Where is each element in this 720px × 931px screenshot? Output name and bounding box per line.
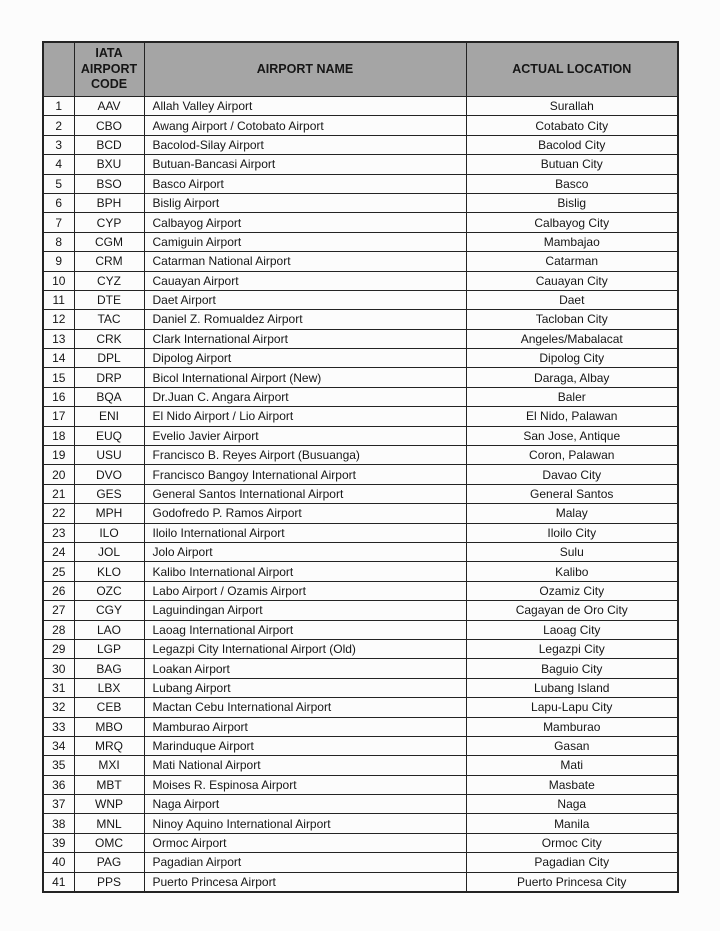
row-number-cell: 29 [43, 639, 74, 658]
row-number-cell: 39 [43, 833, 74, 852]
table-row [43, 290, 678, 309]
airport-name-cell: Dr.Juan C. Angara Airport [144, 387, 466, 406]
table-row [43, 368, 678, 387]
iata-code-cell: EUQ [74, 426, 144, 445]
row-number-cell: 3 [43, 135, 74, 154]
airport-name-cell: Clark International Airport [144, 329, 466, 348]
header-actual-location: ACTUAL LOCATION [466, 42, 678, 97]
location-cell: Manila [466, 814, 678, 833]
location-cell: Coron, Palawan [466, 446, 678, 465]
location-cell: Tacloban City [466, 310, 678, 329]
iata-code-cell: MRQ [74, 736, 144, 755]
table-row [43, 756, 678, 775]
table-row [43, 484, 678, 503]
airport-name-cell: Kalibo International Airport [144, 562, 466, 581]
table-row [43, 193, 678, 212]
iata-code-cell: CYZ [74, 271, 144, 290]
row-number-cell: 34 [43, 736, 74, 755]
table-row [43, 329, 678, 348]
table-row [43, 717, 678, 736]
location-cell: Kalibo [466, 562, 678, 581]
row-number-cell: 32 [43, 698, 74, 717]
table-row [43, 581, 678, 600]
row-number-cell: 4 [43, 155, 74, 174]
airport-name-cell: Bicol International Airport (New) [144, 368, 466, 387]
table-row [43, 97, 678, 116]
airport-name-cell: Mati National Airport [144, 756, 466, 775]
row-number-cell: 1 [43, 97, 74, 116]
location-cell: San Jose, Antique [466, 426, 678, 445]
airport-name-cell: Evelio Javier Airport [144, 426, 466, 445]
iata-code-cell: PPS [74, 872, 144, 891]
table-row [43, 271, 678, 290]
airport-name-cell: Legazpi City International Airport (Old) [144, 639, 466, 658]
table-row [43, 174, 678, 193]
table-row [43, 232, 678, 251]
airport-name-cell: El Nido Airport / Lio Airport [144, 407, 466, 426]
iata-code-cell: CRM [74, 252, 144, 271]
iata-code-cell: OZC [74, 581, 144, 600]
airport-name-cell: Dipolog Airport [144, 349, 466, 368]
iata-code-cell: GES [74, 484, 144, 503]
iata-code-cell: AAV [74, 97, 144, 116]
row-number-cell: 11 [43, 290, 74, 309]
row-number-cell: 12 [43, 310, 74, 329]
header-row [43, 42, 678, 97]
location-cell: Bislig [466, 193, 678, 212]
location-cell: Gasan [466, 736, 678, 755]
airport-name-cell: Basco Airport [144, 174, 466, 193]
table-row [43, 814, 678, 833]
table-row [43, 775, 678, 794]
table-row [43, 833, 678, 852]
row-number-cell: 10 [43, 271, 74, 290]
location-cell: Lapu-Lapu City [466, 698, 678, 717]
iata-code-cell: CGY [74, 601, 144, 620]
table-row [43, 542, 678, 561]
table-row [43, 853, 678, 872]
airport-table-body [43, 97, 678, 892]
row-number-cell: 41 [43, 872, 74, 891]
location-cell: Daet [466, 290, 678, 309]
iata-code-cell: KLO [74, 562, 144, 581]
table-row [43, 698, 678, 717]
airport-name-cell: Mactan Cebu International Airport [144, 698, 466, 717]
airport-name-cell: Ninoy Aquino International Airport [144, 814, 466, 833]
table-row [43, 426, 678, 445]
iata-code-cell: JOL [74, 542, 144, 561]
location-cell: Malay [466, 504, 678, 523]
iata-code-cell: MPH [74, 504, 144, 523]
airport-name-cell: Daniel Z. Romualdez Airport [144, 310, 466, 329]
table-row [43, 465, 678, 484]
iata-code-cell: MXI [74, 756, 144, 775]
airport-name-cell: Laguindingan Airport [144, 601, 466, 620]
location-cell: Dipolog City [466, 349, 678, 368]
airport-name-cell: Loakan Airport [144, 659, 466, 678]
row-number-cell: 35 [43, 756, 74, 775]
location-cell: Bacolod City [466, 135, 678, 154]
iata-code-cell: WNP [74, 795, 144, 814]
row-number-cell: 9 [43, 252, 74, 271]
iata-code-cell: MBT [74, 775, 144, 794]
row-number-cell: 26 [43, 581, 74, 600]
table-row [43, 349, 678, 368]
airport-name-cell: Bislig Airport [144, 193, 466, 212]
iata-code-cell: LGP [74, 639, 144, 658]
table-row [43, 639, 678, 658]
airport-name-cell: Butuan-Bancasi Airport [144, 155, 466, 174]
airport-name-cell: Awang Airport / Cotobato Airport [144, 116, 466, 135]
iata-code-cell: ENI [74, 407, 144, 426]
airport-name-cell: Laoag International Airport [144, 620, 466, 639]
row-number-cell: 18 [43, 426, 74, 445]
row-number-cell: 16 [43, 387, 74, 406]
row-number-cell: 27 [43, 601, 74, 620]
airport-name-cell: Iloilo International Airport [144, 523, 466, 542]
location-cell: General Santos [466, 484, 678, 503]
row-number-cell: 13 [43, 329, 74, 348]
location-cell: Puerto Princesa City [466, 872, 678, 891]
location-cell: Davao City [466, 465, 678, 484]
location-cell: Mati [466, 756, 678, 775]
airport-name-cell: Ormoc Airport [144, 833, 466, 852]
table-row [43, 736, 678, 755]
table-row [43, 795, 678, 814]
location-cell: Calbayog City [466, 213, 678, 232]
header-row-number [43, 42, 74, 97]
location-cell: Daraga, Albay [466, 368, 678, 387]
location-cell: Baguio City [466, 659, 678, 678]
location-cell: Cotabato City [466, 116, 678, 135]
row-number-cell: 14 [43, 349, 74, 368]
location-cell: Catarman [466, 252, 678, 271]
location-cell: Iloilo City [466, 523, 678, 542]
iata-code-cell: USU [74, 446, 144, 465]
iata-code-cell: MBO [74, 717, 144, 736]
iata-code-cell: BPH [74, 193, 144, 212]
table-row [43, 659, 678, 678]
row-number-cell: 30 [43, 659, 74, 678]
row-number-cell: 8 [43, 232, 74, 251]
airport-name-cell: Cauayan Airport [144, 271, 466, 290]
airport-name-cell: Marinduque Airport [144, 736, 466, 755]
table-row [43, 446, 678, 465]
airport-name-cell: Francisco Bangoy International Airport [144, 465, 466, 484]
row-number-cell: 7 [43, 213, 74, 232]
table-row [43, 620, 678, 639]
table-row [43, 252, 678, 271]
header-airport-name: AIRPORT NAME [144, 42, 466, 97]
row-number-cell: 25 [43, 562, 74, 581]
iata-code-cell: DRP [74, 368, 144, 387]
row-number-cell: 15 [43, 368, 74, 387]
row-number-cell: 23 [43, 523, 74, 542]
table-row [43, 135, 678, 154]
location-cell: Angeles/Mabalacat [466, 329, 678, 348]
table-row [43, 504, 678, 523]
airport-name-cell: Mamburao Airport [144, 717, 466, 736]
table-row [43, 387, 678, 406]
location-cell: Legazpi City [466, 639, 678, 658]
airport-table [42, 41, 679, 893]
location-cell: Laoag City [466, 620, 678, 639]
airport-name-cell: Daet Airport [144, 290, 466, 309]
table-row [43, 872, 678, 891]
location-cell: Ozamiz City [466, 581, 678, 600]
location-cell: Mamburao [466, 717, 678, 736]
location-cell: Mambajao [466, 232, 678, 251]
iata-code-cell: BCD [74, 135, 144, 154]
iata-code-cell: DVO [74, 465, 144, 484]
row-number-cell: 17 [43, 407, 74, 426]
location-cell: Surallah [466, 97, 678, 116]
row-number-cell: 5 [43, 174, 74, 193]
airport-name-cell: General Santos International Airport [144, 484, 466, 503]
row-number-cell: 37 [43, 795, 74, 814]
iata-code-cell: CGM [74, 232, 144, 251]
table-row [43, 601, 678, 620]
airport-name-cell: Catarman National Airport [144, 252, 466, 271]
row-number-cell: 20 [43, 465, 74, 484]
iata-code-cell: LBX [74, 678, 144, 697]
iata-code-cell: CRK [74, 329, 144, 348]
row-number-cell: 33 [43, 717, 74, 736]
iata-code-cell: BQA [74, 387, 144, 406]
airport-name-cell: Puerto Princesa Airport [144, 872, 466, 891]
airport-name-cell: Naga Airport [144, 795, 466, 814]
location-cell: Ormoc City [466, 833, 678, 852]
iata-code-cell: OMC [74, 833, 144, 852]
airport-name-cell: Calbayog Airport [144, 213, 466, 232]
row-number-cell: 22 [43, 504, 74, 523]
table-row [43, 678, 678, 697]
table-row [43, 407, 678, 426]
table-row [43, 310, 678, 329]
airport-name-cell: Francisco B. Reyes Airport (Busuanga) [144, 446, 466, 465]
row-number-cell: 21 [43, 484, 74, 503]
iata-code-cell: DPL [74, 349, 144, 368]
iata-code-cell: BSO [74, 174, 144, 193]
location-cell: Pagadian City [466, 853, 678, 872]
airport-name-cell: Camiguin Airport [144, 232, 466, 251]
row-number-cell: 31 [43, 678, 74, 697]
row-number-cell: 36 [43, 775, 74, 794]
location-cell: El Nido, Palawan [466, 407, 678, 426]
location-cell: Naga [466, 795, 678, 814]
iata-code-cell: BXU [74, 155, 144, 174]
iata-code-cell: ILO [74, 523, 144, 542]
iata-code-cell: BAG [74, 659, 144, 678]
airport-name-cell: Jolo Airport [144, 542, 466, 561]
airport-name-cell: Pagadian Airport [144, 853, 466, 872]
location-cell: Masbate [466, 775, 678, 794]
airport-name-cell: Bacolod-Silay Airport [144, 135, 466, 154]
table-row [43, 213, 678, 232]
iata-code-cell: CEB [74, 698, 144, 717]
iata-code-cell: CBO [74, 116, 144, 135]
table-row [43, 523, 678, 542]
location-cell: Baler [466, 387, 678, 406]
location-cell: Lubang Island [466, 678, 678, 697]
iata-code-cell: DTE [74, 290, 144, 309]
airport-table-header [43, 42, 678, 97]
location-cell: Sulu [466, 542, 678, 561]
row-number-cell: 2 [43, 116, 74, 135]
table-row [43, 155, 678, 174]
airport-name-cell: Labo Airport / Ozamis Airport [144, 581, 466, 600]
row-number-cell: 40 [43, 853, 74, 872]
location-cell: Basco [466, 174, 678, 193]
location-cell: Cagayan de Oro City [466, 601, 678, 620]
table-row [43, 116, 678, 135]
location-cell: Cauayan City [466, 271, 678, 290]
row-number-cell: 6 [43, 193, 74, 212]
iata-code-cell: CYP [74, 213, 144, 232]
iata-code-cell: MNL [74, 814, 144, 833]
airport-name-cell: Godofredo P. Ramos Airport [144, 504, 466, 523]
iata-code-cell: LAO [74, 620, 144, 639]
table-row [43, 562, 678, 581]
location-cell: Butuan City [466, 155, 678, 174]
airport-name-cell: Allah Valley Airport [144, 97, 466, 116]
iata-code-cell: TAC [74, 310, 144, 329]
iata-code-cell: PAG [74, 853, 144, 872]
row-number-cell: 24 [43, 542, 74, 561]
header-iata-code: IATA AIRPORT CODE [74, 42, 144, 97]
row-number-cell: 19 [43, 446, 74, 465]
row-number-cell: 38 [43, 814, 74, 833]
airport-name-cell: Moises R. Espinosa Airport [144, 775, 466, 794]
airport-name-cell: Lubang Airport [144, 678, 466, 697]
row-number-cell: 28 [43, 620, 74, 639]
